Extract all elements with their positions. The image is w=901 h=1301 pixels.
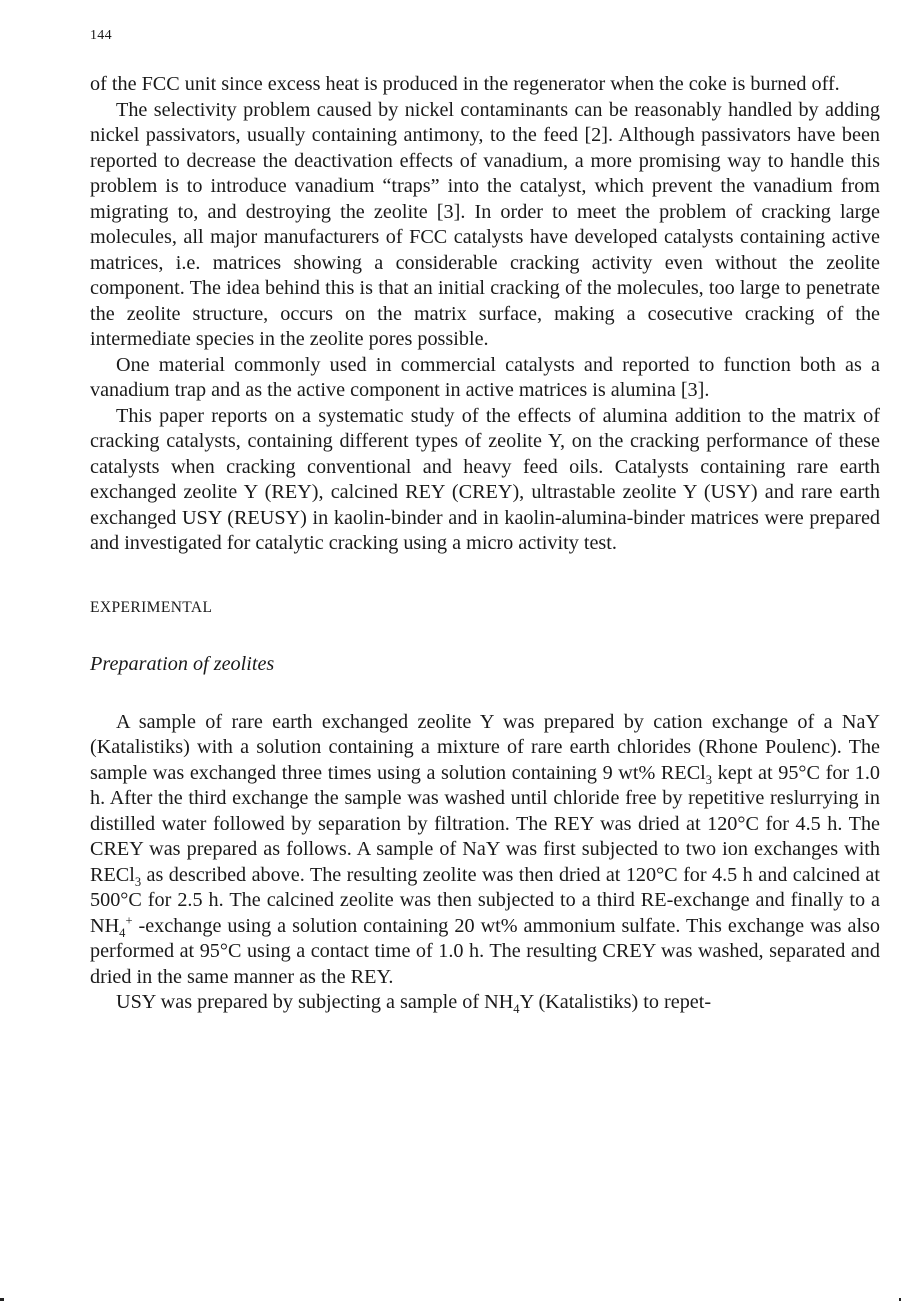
subscript: 4 — [513, 1002, 520, 1017]
text-segment: kept at 95°C for 1.0 h. After the third exchange the sample was washed until chloride free by repetitive reslurrying in distilled water followed by separation by filtration. The REY was dried at 120°C for 4.5 h. The CREY was prepared as follows. A sample of NaY was first subjected to two ion exchanges with RECl — [90, 761, 880, 886]
paragraph-alumina: One material commonly used in commercial catalysts and reported to function both as a vanadium trap and as the active component in active matrices is alumina [3]. — [90, 353, 880, 401]
subscript: 3 — [705, 772, 713, 787]
paragraph-contaminants: The selectivity problem caused by nickel contaminants can be reasonably handled by adding nickel passivators, usually containing antimony, to the feed [2]. Although passivators have been reported to decrease the deactivation effects of vanadium, a more promising way to handle this problem is to introduce vanadium “traps” into the catalyst, which prevent the vanadium from migrating to, and destroying the zeolite [3]. In order to meet the problem of cracking large molecules, all major manufacturers of FCC catalysts have developed catalysts containing active matrices, i.e. matrices showing a considerable cracking activity even without the zeolite component. The idea behind this is that an initial cracking of the molecules, too large to penetrate the zeolite structure, occurs on the matrix surface, making a cosecutive cracking of the intermediate species in the zeolite pores possible. — [90, 98, 880, 350]
paragraph-continued: of the FCC unit since excess heat is produced in the regenerator when the coke is burned off. — [90, 73, 840, 95]
paragraph-study-scope: This paper reports on a systematic study of the effects of alumina addition to the matrix of cracking catalysts, containing different types of zeolite Y, on the cracking performance of these catalysts when cracking conventional and heavy feed oils. Catalysts containing rare earth exchanged zeolite Y (REY), calcined REY (CREY), ultrastable zeolite Y (USY) and rare earth exchanged USY (REUSY) in kaolin-binder and in kaolin-alumina-binder matrices were prepared and investigated for catalytic cracking using a micro activity test. — [90, 404, 880, 554]
text-segment: A sample of rare earth exchanged zeolite Y was prepared by cation exchange of a NaY (Katalistiks) with a solution containing a mixture of rare earth chlorides (Rhone Poulenc). The sample was exchanged three times using a solution containing 9 wt% RECl — [90, 710, 880, 784]
section-heading-experimental: EXPERIMENTAL — [90, 598, 213, 616]
text-segment: as described above. The resulting zeolite was then dried at 120°C for 4.5 h and calcined at 500°C for 2.5 h. The calcined zeolite was then subjected to a third RE-exchange and finally to a NH — [90, 863, 880, 937]
paragraph-rey-crey-preparation — [90, 710, 880, 991]
body-text — [90, 72, 880, 1016]
text-segment: USY was prepared by subjecting a sample of NH — [116, 991, 514, 1013]
text-segment: -exchange using a solution containing 20 wt% ammonium sulfate. This exchange was also performed at 95°C using a contact time of 1.0 h. The resulting CREY was washed, separated and dried in the same manner as the REY. — [90, 914, 880, 988]
subsection-heading-preparation: Preparation of zeolites — [90, 653, 275, 675]
subscript: 4 — [119, 925, 126, 940]
text-segment: Y (Katalistiks) to repet- — [519, 991, 712, 1013]
superscript: + — [125, 912, 133, 927]
paragraph-usy-preparation — [90, 990, 880, 1016]
subscript: 3 — [134, 874, 142, 889]
page-number: 144 — [90, 28, 112, 43]
